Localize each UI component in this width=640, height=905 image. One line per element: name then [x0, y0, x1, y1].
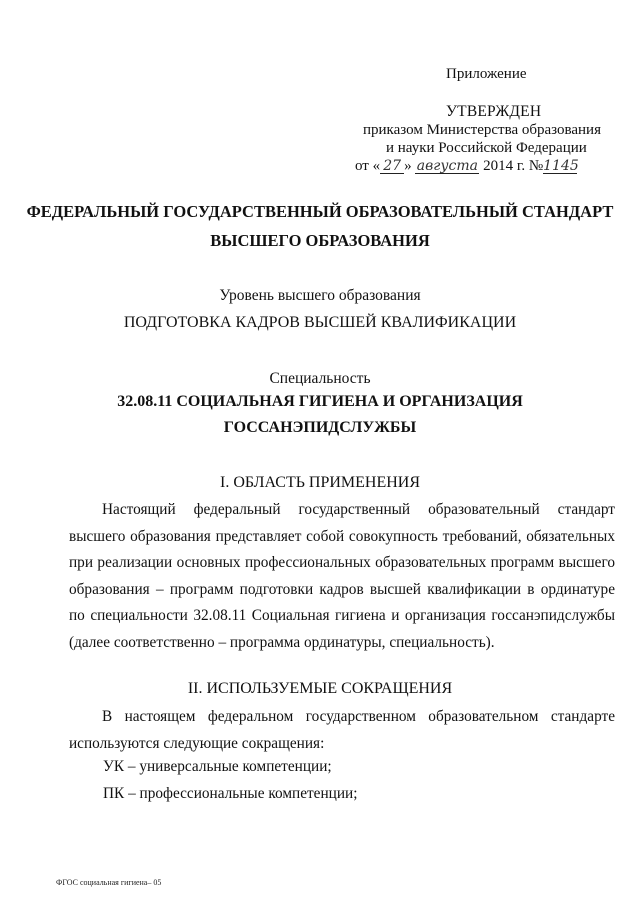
- section-abbreviations-title: II. ИСПОЛЬЗУЕМЫЕ СОКРАЩЕНИЯ: [187, 680, 453, 697]
- section-abbreviations-text: В настоящем федеральном государственном образовательном стандарте используются следующие сокращения:: [69, 708, 615, 752]
- order-number-handwritten: 1145: [543, 158, 579, 174]
- specialty-name-line1: 32.08.11 СОЦИАЛЬНАЯ ГИГИЕНА И ОРГАНИЗАЦИЯ: [117, 393, 523, 410]
- order-day-handwritten: 27: [380, 159, 404, 174]
- education-level-label: Уровень высшего образования: [219, 287, 421, 304]
- abbreviation-item-uk: УК – универсальные компетенции;: [103, 758, 332, 775]
- appendix-label: Приложение: [446, 66, 527, 82]
- order-month-handwritten: августа: [416, 158, 478, 174]
- order-year: 2014 г. №: [483, 158, 544, 174]
- order-date-prefix: от «: [355, 158, 381, 174]
- order-date-line: [355, 158, 577, 175]
- abbreviation-item-pk: ПК – профессиональные компетенции;: [103, 785, 358, 802]
- document-title-line2: ВЫСШЕГО ОБРАЗОВАНИЯ: [210, 231, 430, 250]
- page-footer: ФГОС социальная гигиена– 05: [56, 878, 162, 887]
- specialty-label: Специальность: [269, 370, 371, 387]
- order-date-mid: »: [404, 158, 412, 174]
- document-title-line1: ФЕДЕРАЛЬНЫЙ ГОСУДАРСТВЕННЫЙ ОБРАЗОВАТЕЛЬНЫЙ СТАНДАРТ: [26, 202, 614, 221]
- specialty-name-line2: ГОССАНЭПИДСЛУЖБЫ: [223, 419, 417, 436]
- section-scope-text: Настоящий федеральный государственный образовательный стандарт высшего образования представляет собой совокупность требований, обязательных при реализации основных профессиональных образовательных программ высшего образования – программ подготовки кадров высшей квалификации в ординатуре по специальности 32.08.11 Социальная гигиена и организация госсанэпидслужбы (далее соответственно – программа ординатуры, специальность).: [69, 501, 615, 651]
- education-level-value: ПОДГОТОВКА КАДРОВ ВЫСШЕЙ КВАЛИФИКАЦИИ: [123, 314, 517, 331]
- order-line-ministry: приказом Министерства образования: [363, 122, 601, 138]
- approved-label: УТВЕРЖДЕН: [446, 103, 542, 120]
- order-line-federation: и науки Российской Федерации: [386, 140, 587, 156]
- section-scope-title: I. ОБЛАСТЬ ПРИМЕНЕНИЯ: [219, 474, 421, 491]
